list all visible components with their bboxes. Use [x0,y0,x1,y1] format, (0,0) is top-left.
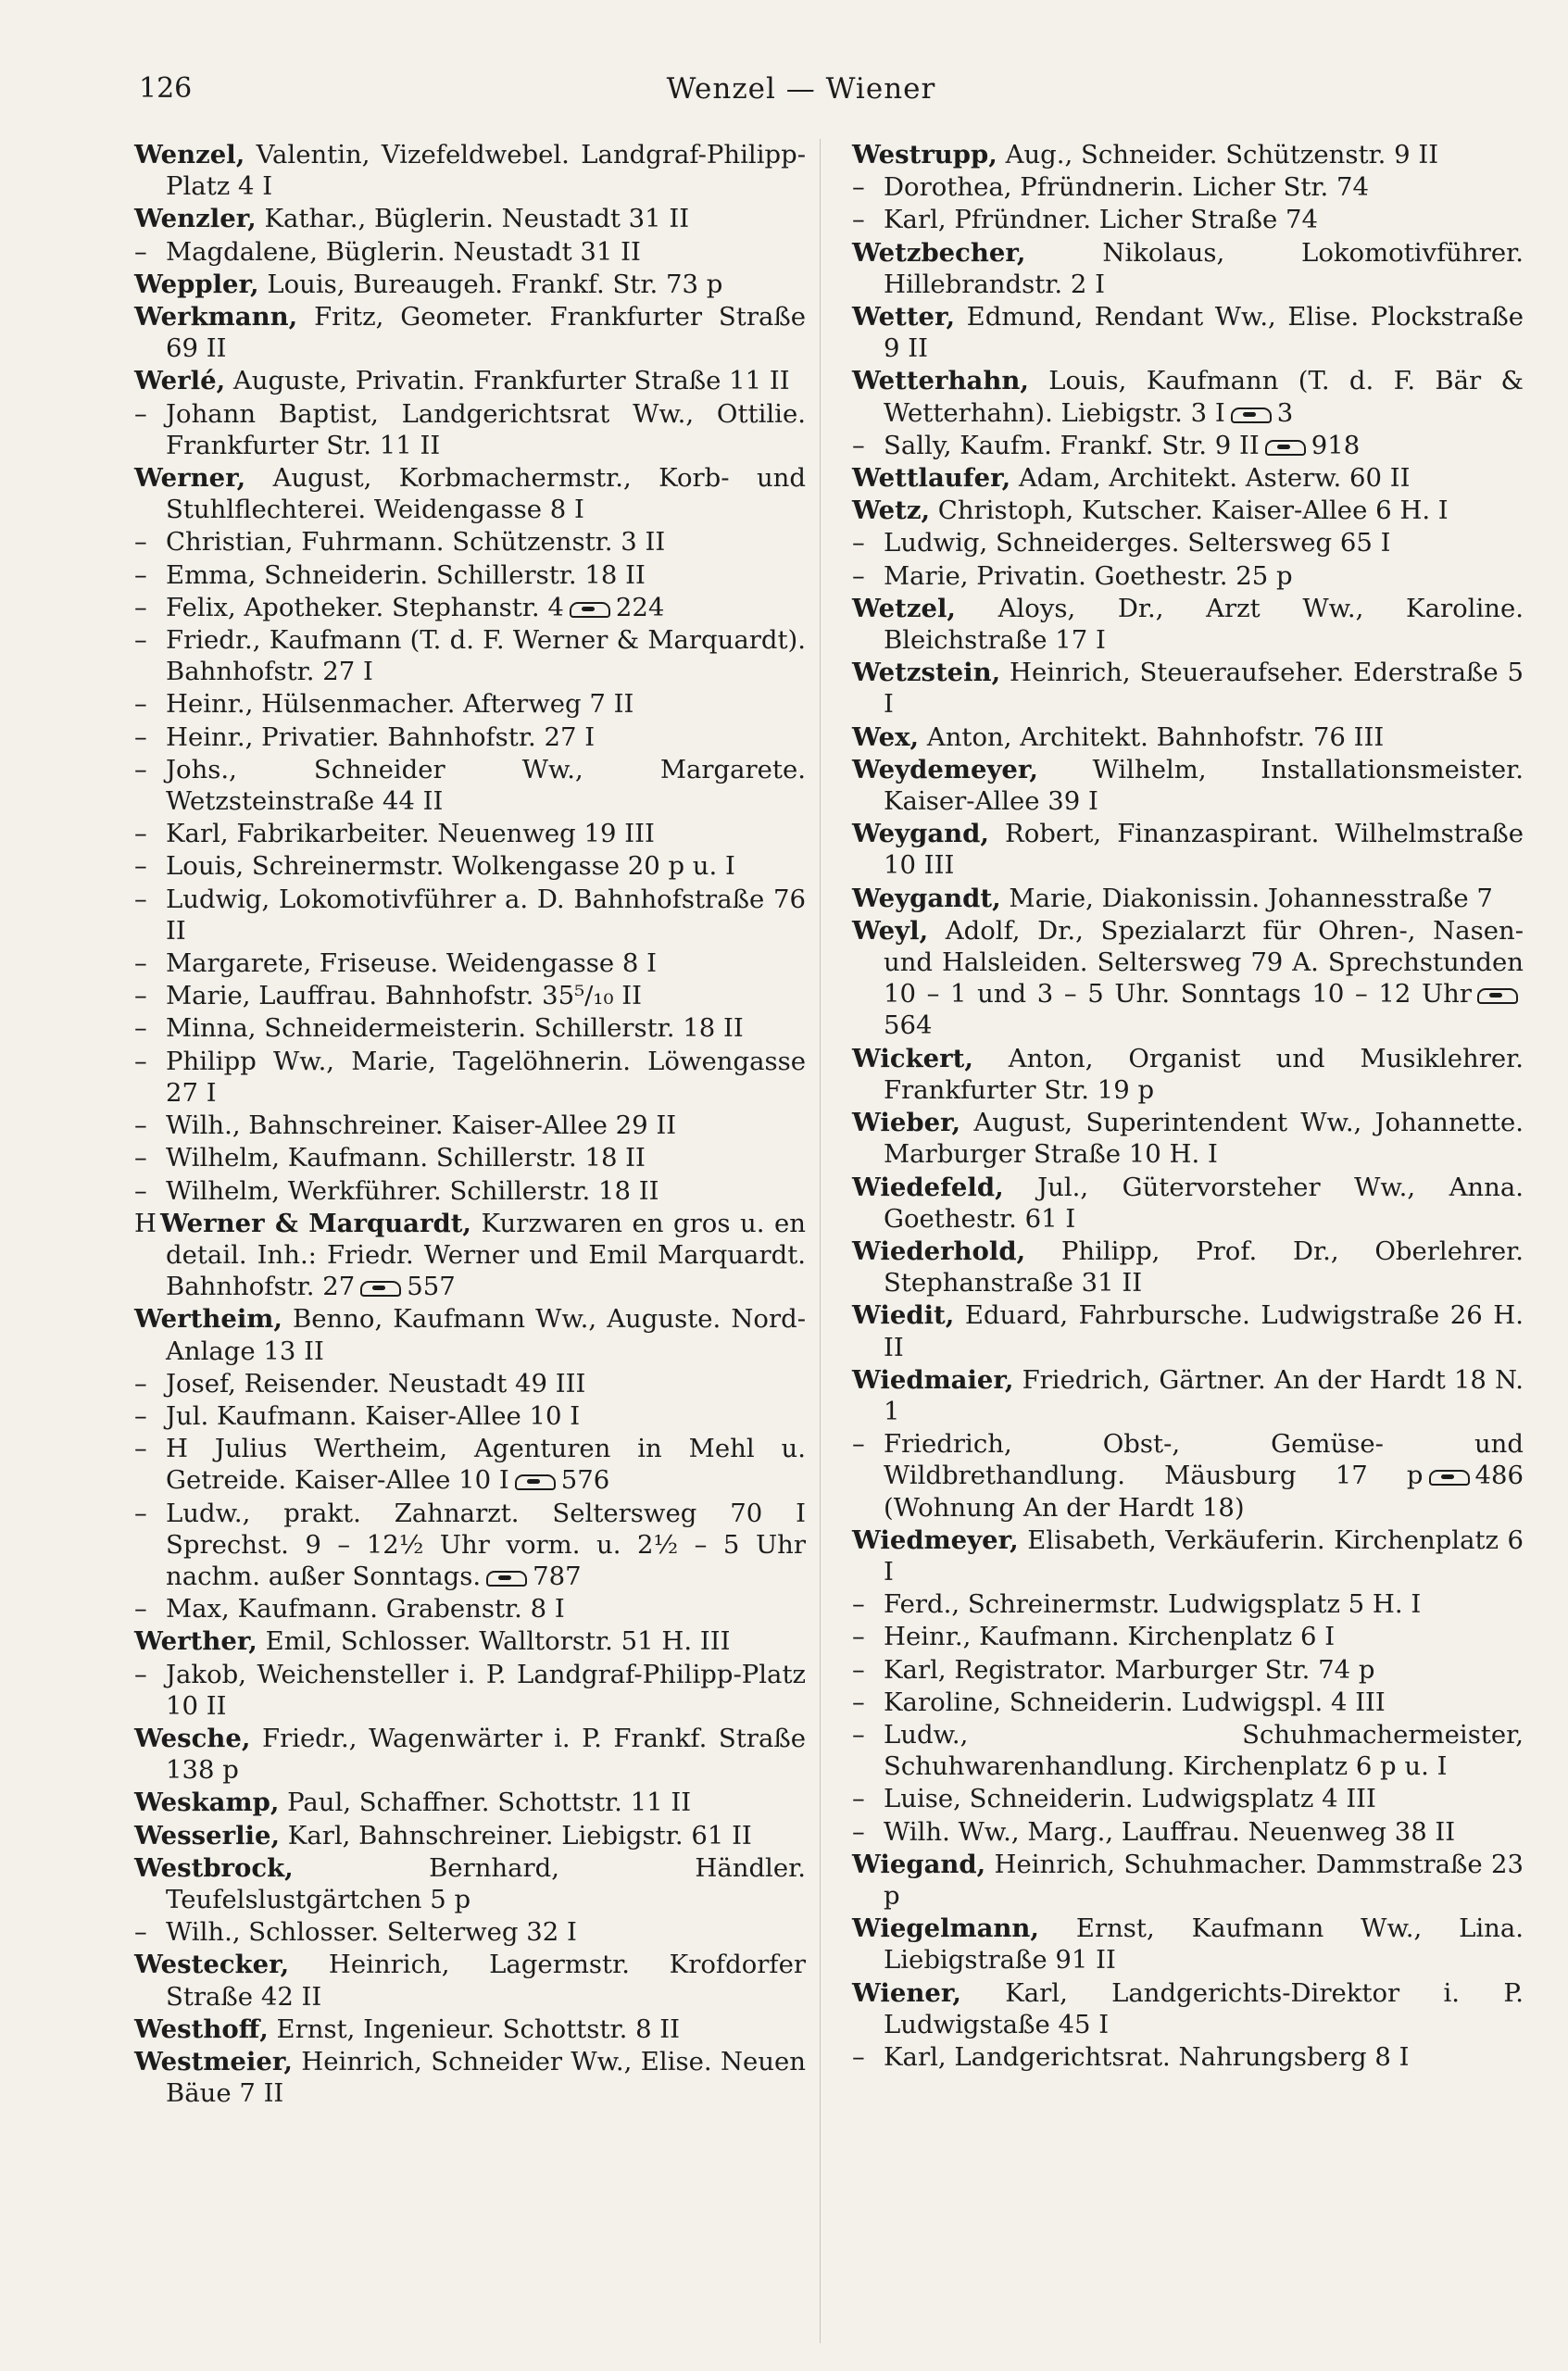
directory-entry [134,1949,806,2012]
entry-details: Johs., Schneider Ww., Margarete. Wetzsteinstraße 44 II [166,754,806,817]
directory-subentry [134,398,806,461]
entry-details: Jul. Kaufmann. Kaiser-Allee 10 I [166,1400,581,1431]
entry-surname: Westrupp, [852,140,997,169]
directory-entry [852,365,1524,428]
telephone-icon [1263,439,1306,455]
directory-subentry [852,1588,1524,1620]
entry-details: Aug., Schneider. Schützenstr. 9 II [997,140,1439,169]
directory-subentry [852,527,1524,558]
entry-details: Friedrich, Obst-, Gemüse- und Wildbrethandlung. Mäusburg 17 p [884,1429,1524,1491]
phone-number: 557 [407,1272,456,1302]
entry-details: Nikolaus, Lokomotivführer. Hillebrandstr. 2 I [884,237,1524,299]
entry-surname: Wesche, [134,1723,251,1753]
entry-details: Luise, Schneiderin. Ludwigsplatz 4 III [884,1784,1376,1814]
directory-entry [852,1107,1524,1170]
entry-details: Ferd., Schreinermstr. Ludwigsplatz 5 H. I [884,1589,1422,1620]
entry-surname: Wiederhold, [852,1236,1026,1266]
entry-details: Adam, Architekt. Asterw. 60 II [1010,463,1411,494]
entry-details: Felix, Apotheker. Stephanstr. 4 [166,592,564,622]
directory-subentry [134,688,806,720]
ditto-dash: – [134,851,147,882]
entry-surname: Westhoff, [134,2013,269,2044]
directory-subentry [852,1687,1524,1718]
entry-details: Eduard, Fahrbursche. Ludwigstraße 26 H. II [884,1300,1524,1362]
entry-details: Marie, Privatin. Goethestr. 25 p [884,560,1293,591]
directory-entry [852,1849,1524,1912]
directory-subentry [134,818,806,849]
ditto-dash: – [134,689,147,720]
directory-entry [134,1852,806,1915]
telephone-icon [568,601,610,617]
entry-details: Marie, Lauffrau. Bahnhofstr. 35⁵/₁₀ II [166,981,642,1011]
entry-details: Adolf, Dr., Spezialarzt für Ohren-, Nasen- und Halsleiden. Seltersweg 79 A. Sprechstunden 10 – 1 und 3 – 5 Uhr. Sonntags 10 – 12 Uhr [884,915,1524,1010]
page-header [139,65,1463,111]
entry-surname: Wetzbecher, [852,237,1026,268]
ditto-dash: – [134,1917,147,1948]
entry-details: Louis, Schreinermstr. Wolkengasse 20 p u. I [166,851,735,882]
ditto-dash: – [852,1654,865,1685]
entry-details: H Julius Wertheim, Agenturen in Mehl u. Getreide. Kaiser-Allee 10 I [166,1434,806,1496]
directory-subentry [134,1012,806,1044]
directory-subentry [134,754,806,817]
entry-surname: Wiedmaier, [852,1364,1014,1395]
directory-entry [134,203,806,234]
directory-subentry [134,1593,806,1625]
ditto-dash: – [134,1400,147,1431]
entry-details: Karl, Landgerichtsrat. Nahrungsberg 8 I [884,2041,1410,2072]
entry-details: Jakob, Weichensteller i. P. Landgraf-Philipp-Platz 10 II [166,1659,806,1721]
entry-surname: Wiedmeyer, [852,1524,1019,1555]
ditto-dash: – [852,1784,865,1814]
entry-details: Wilh., Bahnschreiner. Kaiser-Allee 29 II [166,1110,677,1141]
directory-subentry [852,204,1524,235]
entry-details: Anton, Architekt. Bahnhofstr. 76 III [919,721,1385,752]
ditto-dash: – [852,1622,865,1652]
entry-details: Dorothea, Pfründnerin. Licher Str. 74 [884,172,1370,203]
entry-details: Friedr., Wagenwärter i. P. Frankf. Straße 138 p [166,1723,806,1786]
phone-number: 576 [560,1465,610,1496]
entry-surname: Wetzel, [852,593,956,623]
directory-subentry [852,1783,1524,1814]
directory-entry [852,1524,1524,1587]
directory-subentry [134,947,806,979]
entry-details: Max, Kaufmann. Grabenstr. 8 I [166,1594,565,1625]
phone-number: 564 [884,1010,933,1041]
ditto-dash: – [852,1687,865,1717]
directory-entry [134,2013,806,2045]
entry-details: Ludw., Schuhmachermeister, Schuhwarenhandlung. Kirchenplatz 6 p u. I [884,1719,1524,1782]
directory-subentry [852,1654,1524,1686]
telephone-icon [1229,407,1272,422]
entry-surname: Wickert, [852,1043,973,1073]
entry-details: Friedrich, Gärtner. An der Hardt 18 N. 1 [884,1364,1524,1426]
ditto-dash: – [134,1110,147,1141]
ditto-dash: – [134,1434,147,1464]
entry-details: Karoline, Schneiderin. Ludwigspl. 4 III [884,1687,1386,1717]
entry-details: Louis, Kaufmann (T. d. F. Bär & Wetterhahn). Liebigstr. 3 I [884,366,1524,428]
ditto-dash: – [852,1719,865,1750]
entry-surname: Wesserlie, [134,1820,281,1850]
directory-entry [134,139,806,202]
running-title: Wenzel — Wiener [666,72,936,106]
entry-details: Aloys, Dr., Arzt Ww., Karoline. Bleichstraße 17 I [884,593,1524,656]
entry-details: Auguste, Privatin. Frankfurter Straße 11 II [225,366,790,396]
directory-subentry [134,850,806,882]
ditto-dash: – [852,2041,865,2072]
telephone-icon [358,1280,401,1296]
entry-details: Philipp Ww., Marie, Tagelöhnerin. Löwengasse 27 I [166,1046,806,1108]
directory-subentry [134,592,806,623]
entry-surname: Wenzler, [134,204,257,234]
entry-details: Robert, Finanzaspirant. Wilhelmstraße 10 III [884,819,1524,881]
entry-surname: Wetz, [852,496,931,526]
entry-surname: Weyl, [852,915,929,946]
entry-details: Heinrich, Schneider Ww., Elise. Neuen Bäue 7 II [166,2046,806,2109]
entry-surname: Westmeier, [134,2046,293,2076]
entry-details: Wilhelm, Werkführer. Schillerstr. 18 II [166,1175,659,1206]
directory-entry [134,1208,806,1303]
entry-details: Karl, Pfründner. Licher Straße 74 [884,205,1318,235]
ditto-dash: – [134,721,147,752]
entry-details: Johann Baptist, Landgerichtsrat Ww., Ottilie. Frankfurter Str. 11 II [166,398,806,460]
entry-details: Heinr., Kaufmann. Kirchenplatz 6 I [884,1622,1336,1652]
directory-entry [852,657,1524,720]
entry-surname: Wiegand, [852,1849,986,1879]
entry-surname: Weskamp, [134,1788,280,1818]
directory-entry [852,1977,1524,2040]
directory-entry [134,1303,806,1366]
directory-entry [852,1364,1524,1427]
ditto-dash: – [134,981,147,1011]
entry-details: Wilhelm, Installationsmeister. Kaiser-Allee 39 I [884,754,1524,817]
directory-entry [852,1043,1524,1106]
entry-details: Emil, Schlosser. Walltorstr. 51 H. III [257,1626,731,1657]
directory-entry [852,462,1524,494]
ditto-dash: – [134,625,147,656]
entry-details: Heinr., Hülsenmacher. Afterweg 7 II [166,689,634,720]
entry-details: Wilh. Ww., Marg., Lauffrau. Neuenweg 38 II [884,1816,1456,1847]
ditto-dash: – [134,236,147,267]
ditto-dash: – [134,398,147,429]
entry-details: Marie, Diakonissin. Johannesstraße 7 [1000,883,1493,913]
directory-subentry [134,1433,806,1496]
directory-entry [852,495,1524,526]
entry-mark: H [134,1208,157,1238]
entry-details: Fritz, Geometer. Frankfurter Straße 69 II [166,302,806,364]
entry-surname: Wertheim, [134,1304,282,1335]
ditto-dash: – [852,205,865,235]
entry-surname: Wetzstein, [852,658,1001,688]
left-column [134,139,806,2109]
telephone-icon [484,1570,527,1586]
entry-details: Magdalene, Büglerin. Neustadt 31 II [166,236,641,267]
directory-subentry [852,171,1524,203]
ditto-dash: – [134,754,147,784]
directory-subentry [134,1498,806,1593]
phone-number: 486 [1474,1461,1524,1491]
ditto-dash: – [134,884,147,914]
directory-subentry [134,1110,806,1141]
directory-subentry [134,1175,806,1207]
ditto-dash: – [852,172,865,203]
directory-entry [134,269,806,300]
directory-subentry [852,1428,1524,1524]
entry-details: Jul., Gütervorsteher Ww., Anna. Goethestr. 61 I [884,1172,1524,1234]
directory-subentry [134,884,806,947]
entry-details: Ernst, Kaufmann Ww., Lina. Liebigstraße 91 II [884,1913,1524,1976]
entry-surname: Weppler, [134,269,259,299]
directory-subentry [852,1719,1524,1782]
directory-entry [852,1913,1524,1976]
directory-entry [134,1723,806,1786]
directory-entry [134,1787,806,1818]
entry-surname: Wiedefeld, [852,1172,1004,1202]
directory-subentry [134,624,806,687]
phone-number: 787 [533,1561,582,1591]
directory-subentry [134,1400,806,1432]
directory-entry [134,1625,806,1657]
directory-entry [852,237,1524,300]
telephone-icon [1427,1469,1470,1485]
entry-details: Heinrich, Lagermstr. Krofdorfer Straße 42 II [166,1950,806,2012]
directory-entry [134,301,806,364]
directory-entry [852,1236,1524,1298]
entry-details: Heinrich, Schuhmacher. Dammstraße 23 p [884,1849,1524,1911]
ditto-dash: – [134,527,147,558]
entry-details: Karl, Bahnschreiner. Liebigstr. 61 II [280,1820,752,1850]
ditto-dash: – [852,560,865,591]
ditto-dash: – [134,559,147,590]
ditto-dash: – [134,948,147,979]
directory-subentry [852,430,1524,461]
entry-details: Kathar., Büglerin. Neustadt 31 II [256,204,690,234]
phone-number: 224 [615,592,665,622]
page-number: 126 [139,72,193,105]
directory-entry [852,301,1524,364]
entry-details: Louis, Bureaugeh. Frankf. Str. 73 p [258,269,723,299]
entry-surname: Wiedit, [852,1300,955,1331]
ditto-dash: – [134,1659,147,1689]
entry-details: Valentin, Vizefeldwebel. Landgraf-Philipp-Platz 4 I [166,140,806,202]
phone-number: 918 [1311,430,1361,460]
entry-surname: Weygand, [852,819,989,849]
directory-entry [134,2046,806,2109]
directory-subentry [134,980,806,1011]
directory-subentry [852,1816,1524,1848]
entry-surname: Westecker, [134,1950,290,1980]
telephone-icon [513,1474,556,1489]
directory-entry [134,462,806,525]
entry-details: Edmund, Rendant Ww., Elise. Plockstraße 9 II [884,302,1524,364]
directory-subentry [134,1142,806,1173]
ditto-dash: – [134,1498,147,1528]
entry-details: Emma, Schneiderin. Schillerstr. 18 II [166,559,646,590]
directory-entry [852,1299,1524,1362]
entry-surname: Wiener, [852,1977,961,2008]
directory-subentry [134,721,806,753]
ditto-dash: – [852,528,865,558]
entry-surname: Weydemeyer, [852,754,1038,784]
ditto-dash: – [134,1013,147,1044]
right-column [852,139,1524,2073]
entry-details: August, Korbmachermstr., Korb- und Stuhlflechterei. Weidengasse 8 I [166,463,806,525]
ditto-dash: – [134,1143,147,1173]
ditto-dash: – [852,1589,865,1620]
entry-details: Karl, Landgerichts-Direktor i. P. Ludwigstaße 45 I [884,1977,1524,2039]
entry-details: Ludwig, Lokomotivführer a. D. Bahnhofstraße 76 II [166,884,806,946]
entry-surname: Werner & Marquardt, [160,1208,471,1238]
entry-note: (Wohnung An der Hardt 18) [884,1492,1245,1523]
directory-subentry [852,2041,1524,2073]
phone-number: 3 [1276,397,1294,428]
directory-entry [852,818,1524,881]
entry-surname: Wettlaufer, [852,463,1011,494]
ditto-dash: – [134,1046,147,1076]
directory-entry [852,593,1524,656]
entry-details: Ludw., prakt. Zahnarzt. Seltersweg 70 I Sprechst. 9 – 12½ Uhr vorm. u. 2½ – 5 Uhr nachm. außer Sonntags. [166,1498,806,1591]
entry-surname: Wetterhahn, [852,366,1029,396]
entry-details: Heinr., Privatier. Bahnhofstr. 27 I [166,721,596,752]
directory-subentry [134,1916,806,1948]
entry-details: Elisabeth, Verkäuferin. Kirchenplatz 6 I [884,1524,1524,1587]
entry-details: Anton, Organist und Musiklehrer. Frankfurter Str. 19 p [884,1043,1524,1105]
entry-details: Christian, Fuhrmann. Schützenstr. 3 II [166,527,666,558]
entry-surname: Westbrock, [134,1852,294,1883]
entry-surname: Wiegelmann, [852,1913,1039,1944]
directory-entry [134,1820,806,1851]
ditto-dash: – [852,430,865,460]
entry-details: Margarete, Friseuse. Weidengasse 8 I [166,948,657,979]
entry-surname: Wieber, [852,1108,961,1138]
directory-entry [134,365,806,396]
entry-details: Bernhard, Händler. Teufelslustgärtchen 5 p [166,1852,806,1914]
ditto-dash: – [852,1429,865,1460]
entry-surname: Werther, [134,1626,257,1657]
directory-subentry [134,1659,806,1722]
column-divider [820,139,821,2343]
ditto-dash: – [134,592,147,622]
entry-details: Sally, Kaufm. Frankf. Str. 9 II [884,430,1260,460]
entry-details: Kurzwaren en gros u. en detail. Inh.: Friedr. Werner und Emil Marquardt. Bahnhofstr. 27 [166,1208,806,1302]
entry-details: Josef, Reisender. Neustadt 49 III [166,1368,586,1399]
entry-details: Heinrich, Steueraufseher. Ederstraße 5 I [884,658,1524,720]
entry-details: Paul, Schaffner. Schottstr. 11 II [279,1788,692,1818]
entry-details: Karl, Fabrikarbeiter. Neuenweg 19 III [166,819,655,849]
directory-subentry [134,1368,806,1399]
entry-details: Benno, Kaufmann Ww., Auguste. Nord-Anlage 13 II [166,1304,806,1366]
entry-details: Wilhelm, Kaufmann. Schillerstr. 18 II [166,1143,646,1173]
directory-subentry [852,1621,1524,1652]
entry-details: Wilh., Schlosser. Selterweg 32 I [166,1917,577,1948]
directory-entry [852,915,1524,1042]
entry-surname: Werner, [134,463,246,494]
entry-details: Minna, Schneidermeisterin. Schillerstr. 18 II [166,1013,744,1044]
ditto-dash: – [134,819,147,849]
directory-subentry [852,560,1524,592]
ditto-dash: – [134,1175,147,1206]
entry-surname: Weygandt, [852,883,1001,913]
directory-entry [852,139,1524,170]
directory-subentry [134,1046,806,1109]
entry-details: Philipp, Prof. Dr., Oberlehrer. Stephanstraße 31 II [884,1236,1524,1298]
directory-subentry [134,526,806,558]
entry-surname: Wetter, [852,302,956,332]
entry-details: Christoph, Kutscher. Kaiser-Allee 6 H. I [930,496,1449,526]
telephone-icon [1475,987,1518,1003]
entry-surname: Wenzel, [134,140,245,169]
ditto-dash: – [852,1816,865,1847]
directory-entry [852,754,1524,817]
directory-entry [852,721,1524,753]
entry-details: Ernst, Ingenieur. Schottstr. 8 II [268,2013,681,2044]
entry-surname: Werkmann, [134,302,298,332]
ditto-dash: – [134,1368,147,1399]
entry-details: Ludwig, Schneiderges. Seltersweg 65 I [884,528,1391,558]
entry-surname: Wex, [852,721,920,752]
entry-surname: Werlé, [134,366,226,396]
entry-details: August, Superintendent Ww., Johannette. Marburger Straße 10 H. I [884,1108,1524,1170]
ditto-dash: – [134,1594,147,1625]
directory-entry [852,1172,1524,1235]
directory-entry [852,883,1524,914]
directory-subentry [134,559,806,591]
directory-subentry [134,236,806,268]
entry-details: Friedr., Kaufmann (T. d. F. Werner & Marquardt). Bahnhofstr. 27 I [166,625,806,687]
entry-details: Karl, Registrator. Marburger Str. 74 p [884,1654,1375,1685]
